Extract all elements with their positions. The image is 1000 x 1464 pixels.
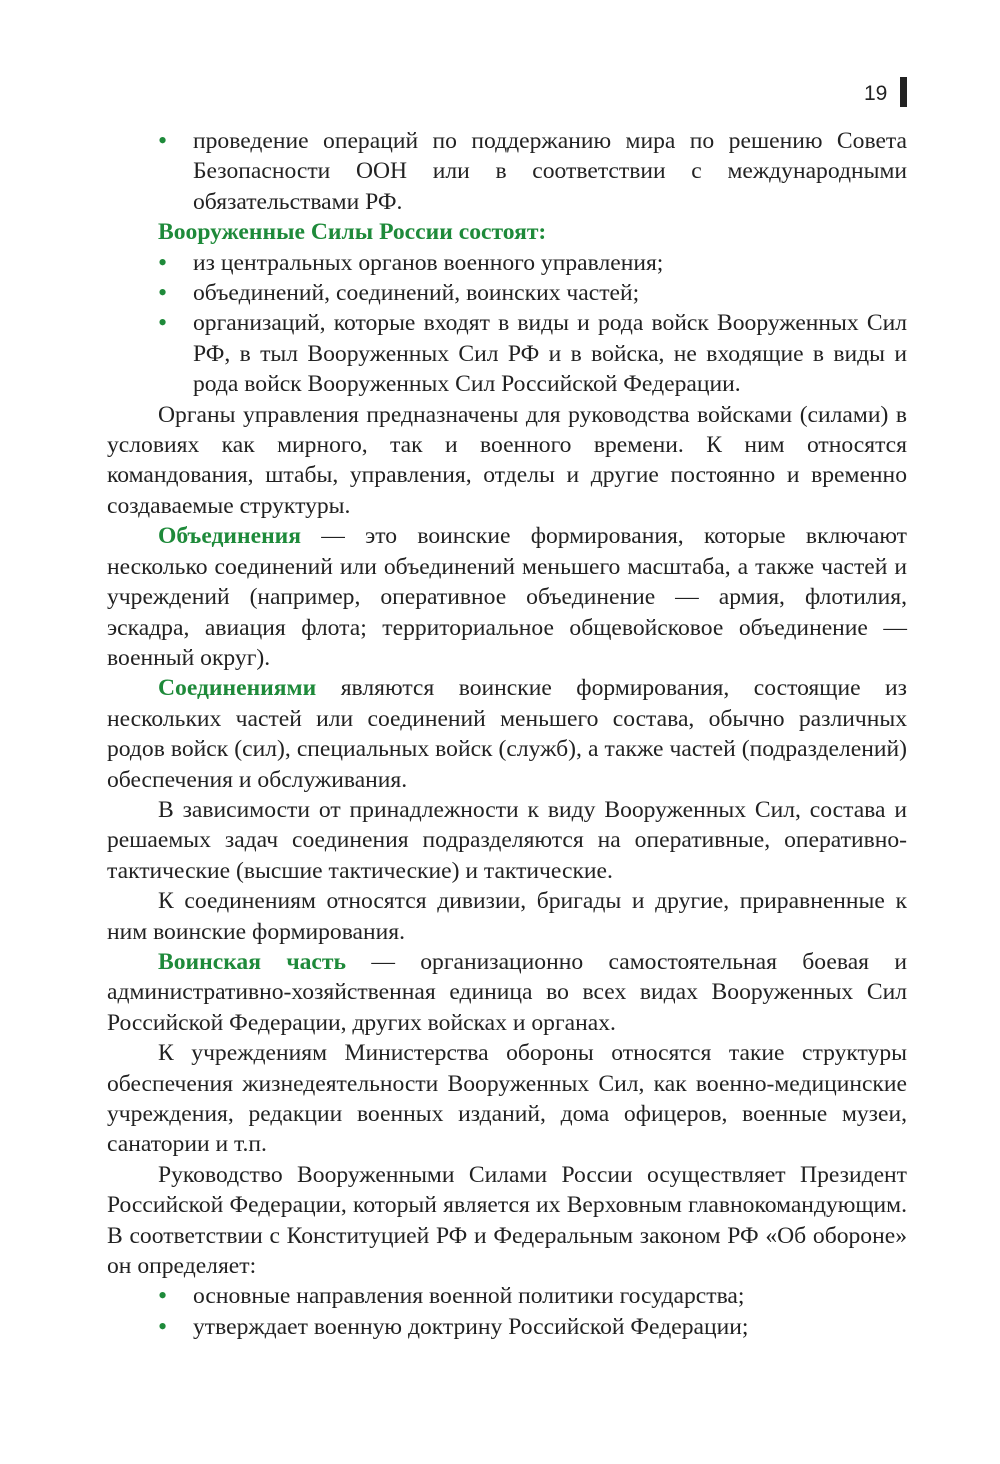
bullet-icon: •: [158, 126, 168, 155]
bullet-icon: •: [158, 308, 168, 338]
list-item: [107, 308, 907, 399]
list-item: [107, 248, 907, 278]
bullet-list-bottom: [107, 1281, 907, 1342]
paragraph-dependence: В зависимости от принадлежности к виду Вооруженных Сил, состава и решаемых задач соединения подразделяются на оперативные, оперативно-тактические (высшие тактические) и тактические.: [107, 796, 907, 884]
list-item-text: основные направления военной политики государства;: [193, 1283, 745, 1310]
bullet-icon: •: [158, 247, 168, 277]
list-item: [107, 1281, 907, 1311]
list-item-text: из центральных органов военного управления;: [193, 249, 664, 276]
list-item-text: объединений, соединений, воинских частей;: [193, 280, 640, 307]
paragraph-organs: Органы управления предназначены для руководства войсками (силами) в условиях как мирного, так и военного времени. К ним относятся командования, штабы, управления, отделы и другие постоянно и временно создаваемые структуры.: [107, 401, 907, 519]
paragraph-formations-text: являются воинские формирования, состоящие из нескольких частей или соединений меньшего состава, обычно различных родов войск (сил), специальных войск (служб), а также частей (подразделений) обеспечения и обслуживания.: [107, 675, 907, 793]
page-number: 19: [864, 82, 888, 105]
term-formations: Соединениями: [158, 675, 317, 702]
list-item-text: проведение операций по поддержанию мира по решению Совета Безопасности ООН или в соответствии с международными обязательствами РФ.: [193, 128, 907, 215]
list-item: [107, 278, 907, 308]
list-item: [107, 1312, 907, 1342]
paragraph-leadership: Руководство Вооруженными Силами России осуществляет Президент Российской Федерации, который является их Верховным главнокомандующим. В соответствии с Конституцией РФ и Федеральным законом РФ «Об обороне» он определяет:: [107, 1161, 907, 1280]
paragraph-associations-text: — это воинские формирования, которые включают несколько соединений или объединений меньшего масштаба, а также частей и учреждений (например, оперативное объединение — армия, флотилия, эскадра, авиация флота; территориальное общевойсковое объединение — военный округ).: [107, 523, 907, 671]
paragraph-associations: [107, 521, 907, 673]
bullet-icon: •: [158, 1311, 168, 1341]
composition-list: [107, 248, 907, 400]
composition-heading: Вооруженные Силы России состоят:: [158, 219, 547, 246]
term-associations: Объединения: [158, 523, 302, 550]
paragraph-formations: [107, 673, 907, 795]
list-item-text: утверждает военную доктрину Российской Федерации;: [193, 1313, 749, 1340]
page-number-bar: [900, 77, 907, 107]
bullet-icon: •: [158, 1281, 168, 1311]
paragraph-divisions: К соединениям относятся дивизии, бригады и другие, приравненные к ним воинские формирования.: [107, 888, 907, 945]
page-text: [107, 126, 907, 1342]
paragraph-institutions: К учреждениям Министерства обороны относятся такие структуры обеспечения жизнедеятельности Вооруженных Сил, как военно-медицинские учреждения, редакции военных изданий, дома офицеров, военные музеи, санатории и т.п.: [107, 1040, 907, 1158]
paragraph-unit: [107, 947, 907, 1038]
paragraph-unit-text: — организационно самостоятельная боевая и административно-хозяйственная единица во всех видах Вооруженных Сил Российской Федерации, других войсках и органах.: [107, 948, 907, 1036]
term-military-unit: Воинская часть: [158, 948, 346, 975]
list-item-text: организаций, которые входят в виды и рода войск Вооруженных Сил РФ, в тыл Вооруженных Сил РФ и в войска, не входящие в виды и рода войск Вооруженных Сил Российской Федерации.: [193, 310, 907, 398]
bullet-list-top: [107, 126, 907, 217]
bullet-icon: •: [158, 278, 168, 308]
list-item: [107, 126, 907, 217]
